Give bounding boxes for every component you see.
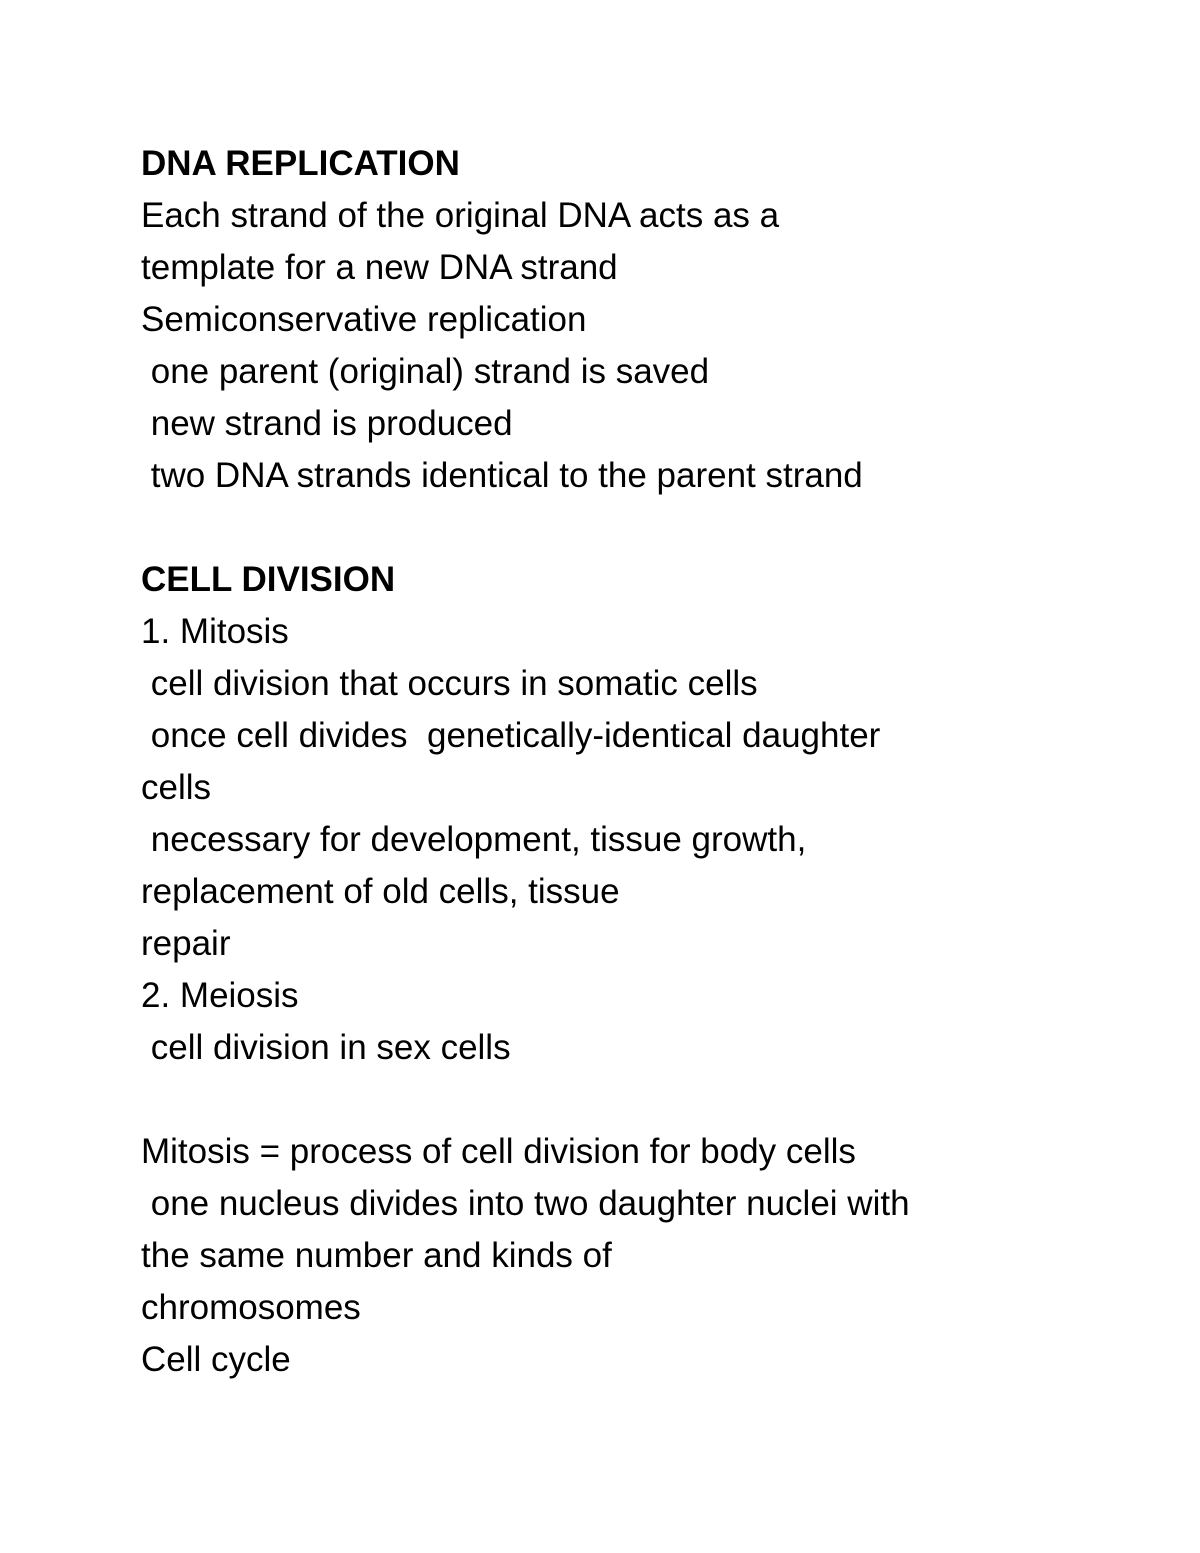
text-line: one nucleus divides into two daughter nuclei with [141,1184,910,1223]
heading-dna-replication: DNA REPLICATION [141,144,460,183]
text-line: Semiconservative replication [141,300,587,339]
text-line: once cell divides genetically-identical daughter [141,716,881,755]
blank-line [141,502,1041,554]
text-line: Cell cycle [141,1340,291,1379]
text-line: replacement of old cells, tissue [141,872,620,911]
text-line: the same number and kinds of [141,1236,612,1275]
text-line: necessary for development, tissue growth, [141,820,807,859]
text-line: template for a new DNA strand [141,248,618,287]
text-line: repair [141,924,231,963]
document-body [141,138,1041,1386]
heading-cell-division: CELL DIVISION [141,560,396,599]
text-line: new strand is produced [141,404,513,443]
text-line: one parent (original) strand is saved [141,352,710,391]
text-line: cells [141,768,212,807]
text-line: Mitosis = process of cell division for body cells [141,1132,856,1171]
blank-line [141,1074,1041,1126]
text-line: Each strand of the original DNA acts as a [141,196,780,235]
text-line: two DNA strands identical to the parent strand [141,456,863,495]
text-line: cell division that occurs in somatic cells [141,664,758,703]
text-line: cell division in sex cells [141,1028,511,1067]
text-line: chromosomes [141,1288,361,1327]
text-line: 2. Meiosis [141,976,299,1015]
text-line: 1. Mitosis [141,612,289,651]
